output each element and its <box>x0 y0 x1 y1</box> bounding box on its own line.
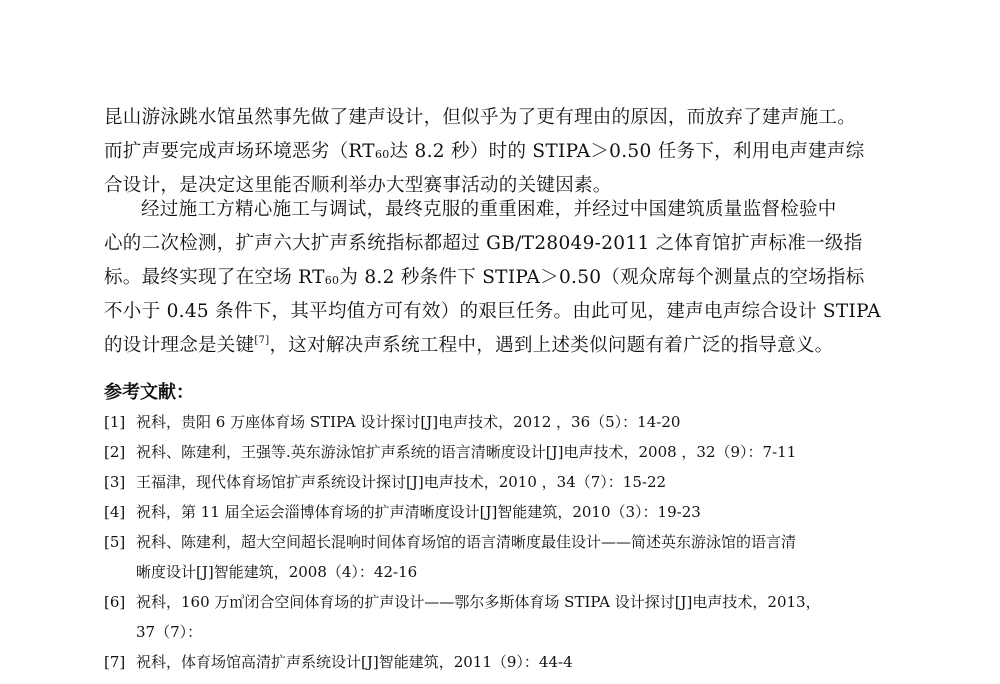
paragraph-line: 经过施工方精心施工与调试，最终克服的重重困难，并经过中国建筑质量监督检验中 <box>141 199 837 220</box>
reference-item <box>104 437 904 467</box>
reference-item <box>104 527 904 587</box>
text-segment: 达 8.2 秒）时的 STIPA＞0.50 任务下，利用电声建声综 <box>389 141 865 162</box>
subscript: 60 <box>324 274 340 287</box>
reference-continuation: 37（7）： <box>136 623 203 641</box>
paragraph-line: 不小于 0.45 条件下，其平均值方可有效）的艰巨任务。由此可见，建声电声综合设计 STIPA <box>104 301 881 322</box>
citation-link[interactable]: [7] <box>254 335 270 346</box>
reference-text: 祝科、陈建利，王强等.英东游泳馆扩声系统的语言清晰度设计[J]电声技术，2008 ，32（9）：7-11 <box>136 443 797 461</box>
reference-text: 王福津，现代体育场馆扩声系统设计探讨[J]电声技术，2010 ，34（7）：15-22 <box>136 473 667 491</box>
body-paragraph-1 <box>104 101 900 203</box>
reference-number: [1] <box>104 413 126 431</box>
reference-item <box>104 587 904 647</box>
reference-number: [6] <box>104 593 126 611</box>
paragraph-line <box>104 261 900 295</box>
text-segment: 的设计理念是关键 <box>104 335 255 356</box>
text-segment: 标。最终实现了在空场 RT <box>104 267 325 288</box>
reference-text: 祝科，160 万㎥闭合空间体育场的扩声设计——鄂尔多斯体育场 STIPA 设计探讨[J]电声技术，2013， <box>136 593 821 611</box>
paragraph-line <box>104 329 900 363</box>
paragraph-line: 心的二次检测，扩声六大扩声系统指标都超过 GB/T28049-2011 之体育馆扩声标准一级指 <box>104 233 863 254</box>
reference-number: [4] <box>104 503 126 521</box>
reference-number: [7] <box>104 653 126 671</box>
reference-continuation: 晰度设计[J]智能建筑，2008（4）：42-16 <box>136 563 418 581</box>
text-segment: 为 8.2 秒条件下 STIPA＞0.50（观众席每个测量点的空场指标 <box>339 267 865 288</box>
reference-text: 祝科，体育场馆高清扩声系统设计[J]智能建筑，2011（9）：44-4 <box>136 653 573 671</box>
reference-item <box>104 647 904 677</box>
subscript: 60 <box>374 148 390 161</box>
reference-list <box>104 407 904 677</box>
reference-number: [2] <box>104 443 126 461</box>
text-segment: ，这对解决声系统工程中，遇到上述类似问题有着广泛的指导意义。 <box>269 335 834 356</box>
paragraph-line <box>104 135 900 169</box>
reference-text: 祝科，贵阳 6 万座体育场 STIPA 设计探讨[J]电声技术，2012 ，36（5）：14-20 <box>136 413 681 431</box>
reference-item <box>104 407 904 437</box>
reference-item <box>104 497 904 527</box>
reference-text: 祝科、陈建利，超大空间超长混响时间体育场馆的语言清晰度最佳设计——简述英东游泳馆的语言清 <box>136 533 797 551</box>
references-heading: 参考文献： <box>104 382 194 403</box>
body-paragraph-2 <box>104 193 900 363</box>
reference-item <box>104 467 904 497</box>
text-segment: 而扩声要完成声场环境恶劣（RT <box>104 141 375 162</box>
reference-text: 祝科，第 11 届全运会淄博体育场的扩声清晰度设计[J]智能建筑，2010（3）：19-23 <box>136 503 701 521</box>
paragraph-line: 昆山游泳跳水馆虽然事先做了建声设计，但似乎为了更有理由的原因，而放弃了建声施工。 <box>104 107 857 128</box>
reference-number: [3] <box>104 473 126 491</box>
reference-number: [5] <box>104 533 126 551</box>
paragraph-line: 合设计，是决定这里能否顺利举办大型赛事活动的关键因素。 <box>104 175 612 196</box>
